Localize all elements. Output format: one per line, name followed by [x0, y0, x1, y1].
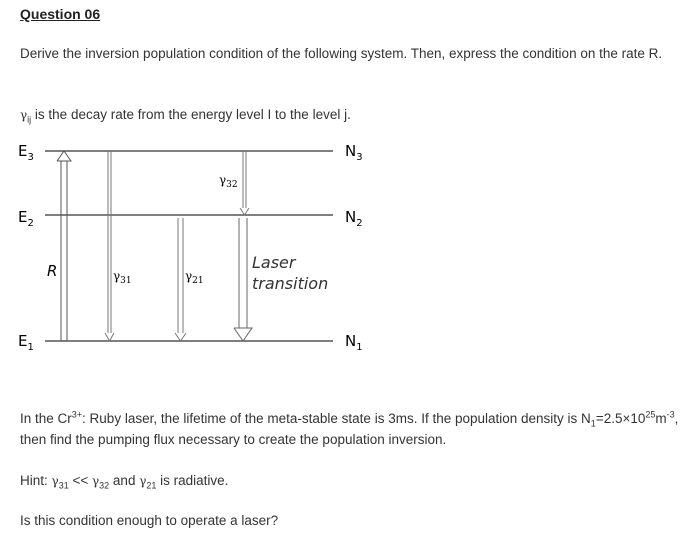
- label-n2: $N_2$: [345, 208, 363, 229]
- final-question: Is this condition enough to operate a laser?: [20, 513, 279, 528]
- gamma-definition: [20, 104, 351, 126]
- energy-level-diagram: [0, 130, 700, 355]
- ruby-laser-question: In the $Cr^{3+}$: Ruby laser, the lifetime of the meta-stable state is 3ms. If the population density is $N_1=2.5\times 10^{25}m^{-3}$, then find the pumping flux necessary to create the population inversion.: [20, 409, 679, 447]
- gamma-definition-text: is the decay rate from the energy level I to the level j.: [31, 107, 351, 122]
- pump-label-r: R: [47, 262, 58, 280]
- label-e2: $E_2$: [18, 208, 34, 229]
- label-e3: $E_3$: [18, 142, 34, 163]
- laser-label-line2: transition: [252, 274, 329, 293]
- label-n1: $N_1$: [345, 332, 363, 353]
- pump-arrow-r: [57, 151, 71, 341]
- label-n3: $N_3$: [345, 142, 363, 163]
- laser-label-line1: Laser: [252, 253, 296, 272]
- laser-transition-arrow: [234, 218, 252, 341]
- hint-text: Hint: $\gamma_{31} << \gamma_{32}$ and $\gamma_{21}$ is radiative.: [20, 473, 229, 491]
- label-e1: $E_1$: [18, 332, 34, 353]
- intro-text: Derive the inversion population condition of the following system. Then, express the condition on the rate R.: [20, 46, 663, 61]
- question-heading: Question 06: [20, 6, 101, 22]
- gamma-symbol: γ: [20, 108, 28, 122]
- decay-arrow-g31: [105, 151, 114, 341]
- decay-arrow-g32: [240, 151, 249, 215]
- label-g21: $\gamma_{21}$: [185, 269, 204, 286]
- label-g31: $\gamma_{31}$: [113, 269, 132, 286]
- label-g32: $\gamma_{32}$: [219, 173, 238, 190]
- gamma-subscript: ij: [27, 114, 32, 125]
